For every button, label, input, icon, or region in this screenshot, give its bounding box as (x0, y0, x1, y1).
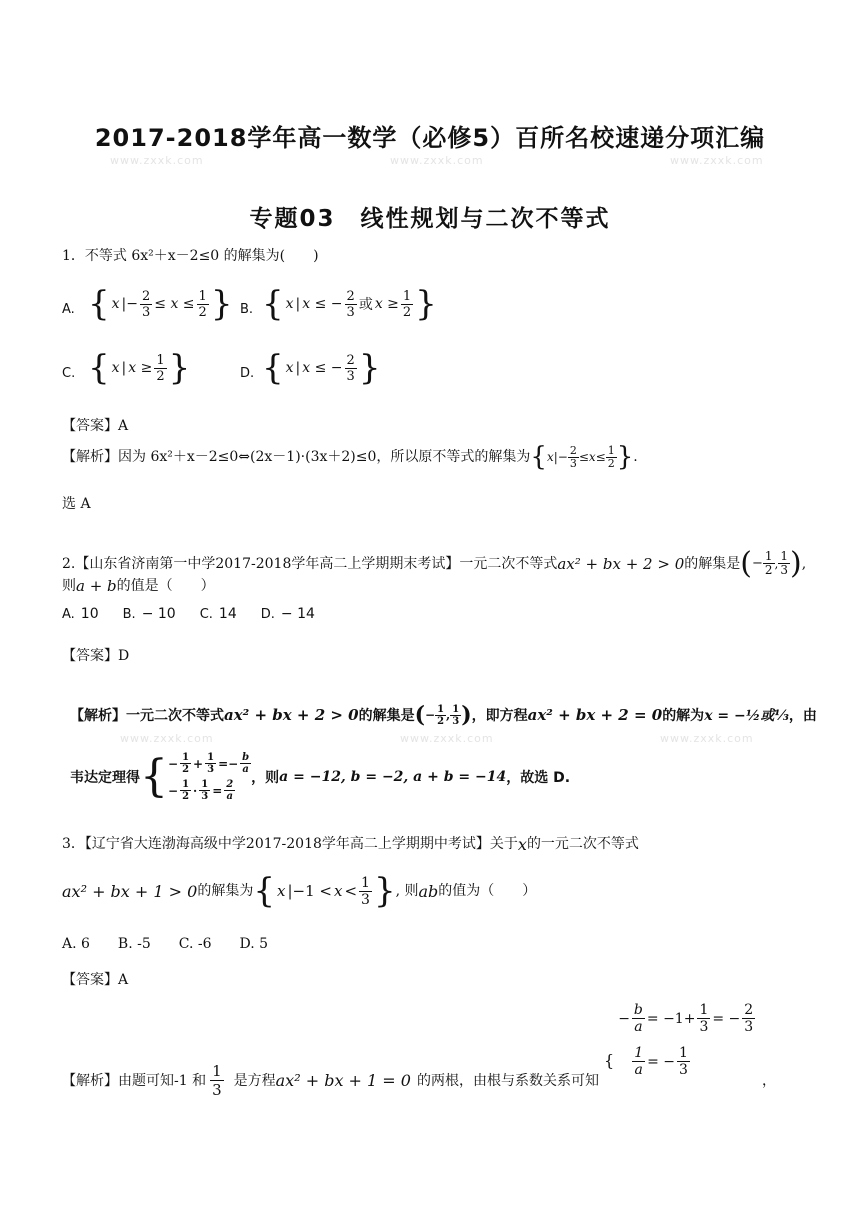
q2-stem-line2: 则 a + b 的值是（ ） (62, 577, 215, 595)
q2-stem: 2.【山东省济南第一中学2017-2018学年高二上学期期末考试】一元二次不等式 ax² + bx + 2 > 0 的解集是 ( − $\frac{1}{2}$ , $\frac{1}{3}$ ) , (62, 546, 807, 581)
page-subtitle: 专题03 线性规划与二次不等式 (249, 206, 611, 232)
q2-analysis-line1: 【解析】一元二次不等式 ax² + bx + 2 > 0 的解集是 ( − $\frac{1}{2}$ , $\frac{1}{3}$ ) ，即方程 ax² + bx + 2 = 0 的解为 x = −½或⅓ ，由 (70, 702, 817, 728)
watermark: www.zxxk.com (670, 154, 764, 167)
watermark: www.zxxk.com (390, 154, 484, 167)
q3-stem-line2: ax² + bx + 1 > 0 的解集为 { x |−1 < x < $\frac{1}{3}$ } , 则 ab 的值为（ ） (62, 871, 537, 911)
q1-option-c: { x | x ≥ $\frac{1}{2}$ } (88, 348, 191, 388)
q1-option-b-label: B. (240, 302, 254, 317)
q1-option-c-label: C. (62, 366, 76, 381)
q3-options: A. 6 B. -5 C. -6 D. 5 (62, 936, 269, 952)
q1-option-d: { x | x ≤ − $\frac{2}{3}$ } (262, 348, 381, 388)
q1-option-d-label: D. (240, 366, 255, 381)
q2-answer: 【答案】D (62, 648, 130, 664)
q1-stem: 1．不等式 6x²＋x－2≤0 的解集为( ) (62, 248, 319, 264)
watermark: www.zxxk.com (120, 732, 214, 745)
watermark: www.zxxk.com (660, 732, 754, 745)
q1-option-b: { x | x ≤ − $\frac{2}{3}$ 或 x ≥ $\frac{1}{2}$ } (262, 284, 437, 324)
watermark: www.zxxk.com (400, 732, 494, 745)
q2-analysis-line2: 韦达定理得 { − $\frac{1}{2}$ + $\frac{1}{3}$ =− $\frac{b}{a}$ − $\frac{1}{2}$ · $\frac{1}{3}$ = $\frac{2}{a}$ ，则 a = −12, b = −2, a + b = −14 ，故选 D. (70, 751, 571, 802)
q1-option-a: { x |− $\frac{2}{3}$ ≤ x ≤ $\frac{1}{2}$ } (88, 284, 233, 324)
q1-analysis: 【解析】因为 6x²＋x－2≤0⇔(2x－1)·(3x＋2)≤0，所以原不等式的解集为 { x |− $\frac{2}{3}$ ≤x≤ $\frac{1}{2}$ } . (62, 442, 638, 472)
q1-answer: 【答案】A (62, 418, 129, 434)
page-title: 2017-2018学年高一数学（必修5）百所名校速递分项汇编 (94, 124, 766, 152)
q3-answer: 【答案】A (62, 972, 129, 988)
q3-analysis: 【解析】由题可知-1 和 $\frac{1}{3}$ 是方程 ax² + bx + 1 = 0 的两根，由根与系数关系可知 (62, 1062, 599, 1099)
watermark: www.zxxk.com (110, 154, 204, 167)
q1-option-a-label: A. (62, 302, 75, 317)
q3-stem: 3．【辽宁省大连渤海高级中学2017-2018学年高二上学期期中考试】关于 x 的一元二次不等式 (62, 834, 639, 854)
q1-choose: 选 A (62, 496, 91, 512)
q3-equation-system: { − $\frac{b}{a}$ = −1+ $\frac{1}{3}$ = − $\frac{2}{3}$ $\frac{1}{a}$ = − $\frac{1}{3}$ (604, 1002, 754, 1078)
q3-analysis-end: ， (762, 1073, 776, 1089)
q2-options: A. 10 B. − 10 C. 14 D. − 14 (62, 606, 315, 622)
